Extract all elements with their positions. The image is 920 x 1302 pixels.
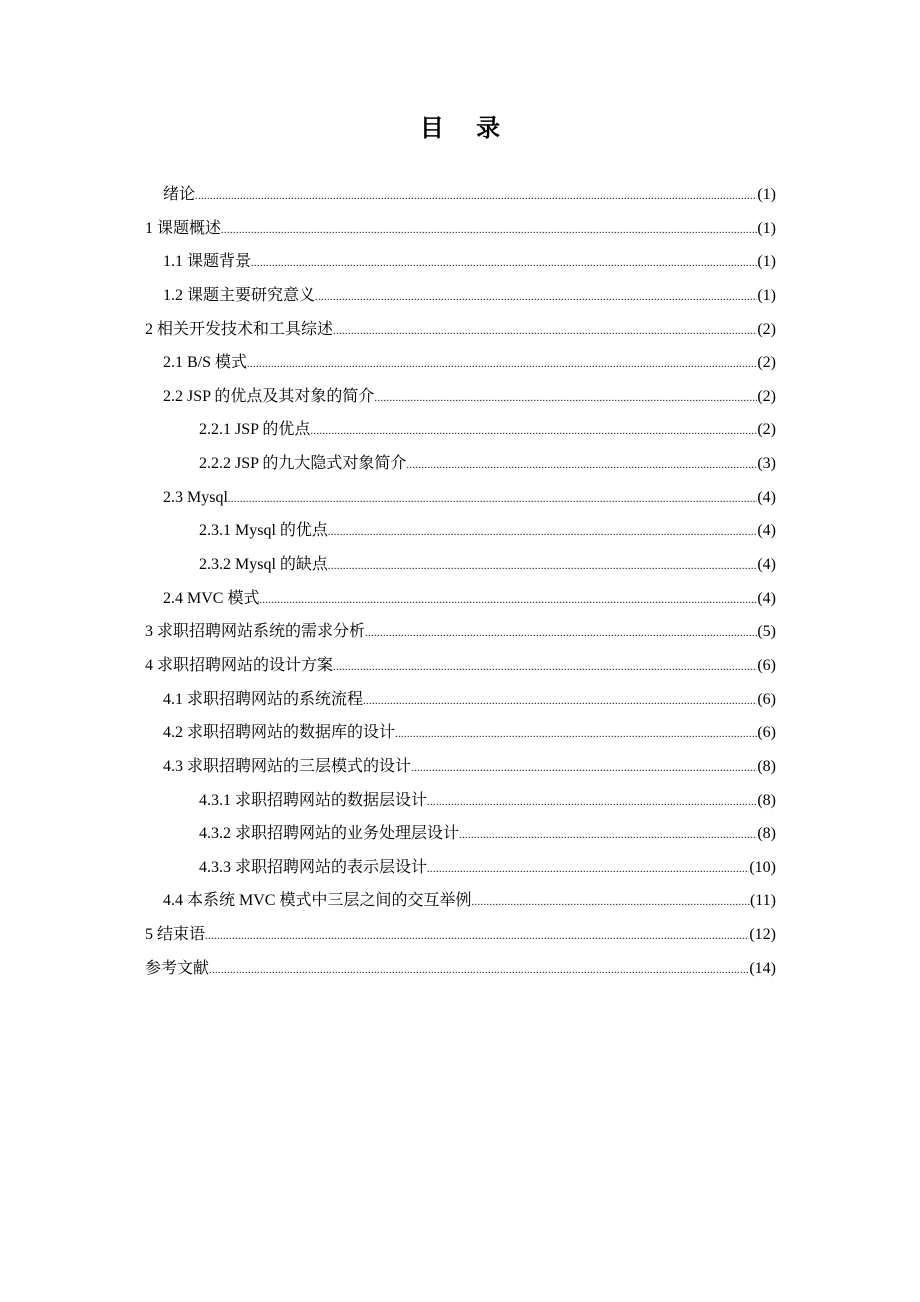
toc-entry[interactable] (145, 313, 776, 347)
toc-entry-label: 2.2.1 JSP 的优点 (199, 421, 311, 439)
toc-entry-label: 4.1 求职招聘网站的系统流程 (163, 690, 364, 708)
toc-dot-leader (247, 348, 757, 382)
toc-page-number: (10) (749, 858, 776, 876)
toc-dot-leader (374, 382, 757, 416)
toc-entry-label: 4.2 求职招聘网站的数据库的设计 (163, 724, 396, 742)
toc-entry-label: 5 结束语 (145, 926, 206, 944)
toc-entry-label: 4.3.3 求职招聘网站的表示层设计 (199, 858, 428, 876)
toc-entry-label: 4.3 求职招聘网站的三层模式的设计 (163, 757, 412, 775)
toc-entry[interactable] (145, 178, 776, 212)
toc-entry-label: 4.3.1 求职招聘网站的数据层设计 (199, 791, 428, 809)
toc-entry[interactable] (145, 447, 776, 481)
toc-dot-leader (411, 752, 757, 786)
toc-dot-leader (259, 584, 757, 618)
toc-entry[interactable] (145, 683, 776, 717)
toc-page-number: (8) (757, 757, 776, 775)
page-title: 目 录 (419, 114, 513, 142)
toc-page-number: (1) (757, 253, 776, 271)
toc-entry-label: 4.4 本系统 MVC 模式中三层之间的交互举例 (163, 892, 472, 910)
toc-entry[interactable] (145, 750, 776, 784)
toc-entry-label: 参考文献 (145, 959, 210, 977)
toc-entry-label: 2.2 JSP 的优点及其对象的简介 (163, 387, 375, 405)
toc-page-number: (2) (757, 387, 776, 405)
toc-page-number: (5) (757, 623, 776, 641)
toc-dot-leader (395, 718, 757, 752)
toc-entry[interactable] (145, 784, 776, 818)
toc-dot-leader (195, 180, 757, 214)
toc-dot-leader (427, 786, 757, 820)
toc-entry-label: 2.3 Mysql (163, 488, 228, 506)
toc-dot-leader (221, 214, 757, 248)
toc-entry-label: 绪论 (163, 186, 196, 203)
toc-entry[interactable] (145, 615, 776, 649)
toc-entry[interactable] (145, 346, 776, 380)
toc-dot-leader (333, 651, 757, 685)
toc-entry-label: 2.4 MVC 模式 (163, 589, 260, 607)
toc-entry[interactable] (145, 582, 776, 616)
toc-page-number: (1) (757, 286, 776, 304)
toc-dot-leader (328, 516, 757, 550)
toc-dot-leader (251, 247, 757, 281)
toc-dot-leader (427, 853, 749, 887)
toc-dot-leader (310, 415, 757, 449)
toc-entry[interactable] (145, 952, 776, 986)
toc-page-number: (14) (749, 959, 776, 977)
toc-entry-label: 2.2.2 JSP 的九大隐式对象简介 (199, 455, 407, 473)
toc-page-number: (6) (757, 690, 776, 708)
toc-dot-leader (315, 281, 757, 315)
toc-dot-leader (209, 954, 749, 988)
toc-page-number: (11) (749, 892, 776, 910)
toc-entry[interactable] (145, 884, 776, 918)
toc-entry[interactable] (145, 514, 776, 548)
toc-page-number: (4) (757, 556, 776, 574)
toc-page-number: (2) (757, 354, 776, 372)
toc-page-number: (4) (757, 522, 776, 540)
toc-entry-label: 2.1 B/S 模式 (163, 354, 248, 372)
toc-entry-label: 2.3.1 Mysql 的优点 (199, 522, 328, 540)
toc-page-number: (3) (757, 455, 776, 473)
toc-page-number: (4) (757, 589, 776, 607)
toc-dot-leader (406, 449, 757, 483)
toc-dot-leader (328, 550, 757, 584)
toc-entry-label: 2 相关开发技术和工具综述 (145, 320, 334, 338)
toc-dot-leader (363, 685, 757, 719)
toc-page-number: (2) (757, 421, 776, 439)
toc-page-number: (8) (757, 791, 776, 809)
toc-entry[interactable] (145, 481, 776, 515)
toc-page-number: (1) (757, 219, 776, 237)
toc-page-number: (8) (757, 825, 776, 843)
toc-dot-leader (228, 483, 757, 517)
toc-dot-leader (471, 886, 749, 920)
toc-entry-label: 2.3.2 Mysql 的缺点 (199, 556, 328, 574)
toc-entry[interactable] (145, 380, 776, 414)
toc-dot-leader (333, 315, 757, 349)
toc-dot-leader (459, 819, 757, 853)
toc-entry[interactable] (145, 413, 776, 447)
toc-entry-label: 3 求职招聘网站系统的需求分析 (145, 623, 366, 641)
toc-page-number: (6) (757, 724, 776, 742)
toc-entry[interactable] (145, 279, 776, 313)
toc-entry-label: 4 求职招聘网站的设计方案 (145, 656, 334, 674)
toc-entry[interactable] (145, 851, 776, 885)
toc-entry-label: 1.1 课题背景 (163, 253, 252, 271)
table-of-contents (145, 178, 776, 985)
toc-entry-label: 1 课题概述 (145, 219, 222, 237)
toc-entry[interactable] (145, 716, 776, 750)
toc-entry[interactable] (145, 245, 776, 279)
toc-entry[interactable] (145, 918, 776, 952)
toc-page-number: (12) (749, 926, 776, 944)
toc-page-number: (1) (757, 186, 776, 203)
toc-entry[interactable] (145, 212, 776, 246)
toc-dot-leader (365, 617, 757, 651)
toc-entry-label: 1.2 课题主要研究意义 (163, 286, 316, 304)
toc-entry[interactable] (145, 817, 776, 851)
toc-page-number: (4) (757, 488, 776, 506)
toc-entry[interactable] (145, 649, 776, 683)
toc-entry-label: 4.3.2 求职招聘网站的业务处理层设计 (199, 825, 460, 843)
toc-page-number: (2) (757, 320, 776, 338)
toc-dot-leader (205, 920, 749, 954)
toc-page-number: (6) (757, 656, 776, 674)
toc-entry[interactable] (145, 548, 776, 582)
